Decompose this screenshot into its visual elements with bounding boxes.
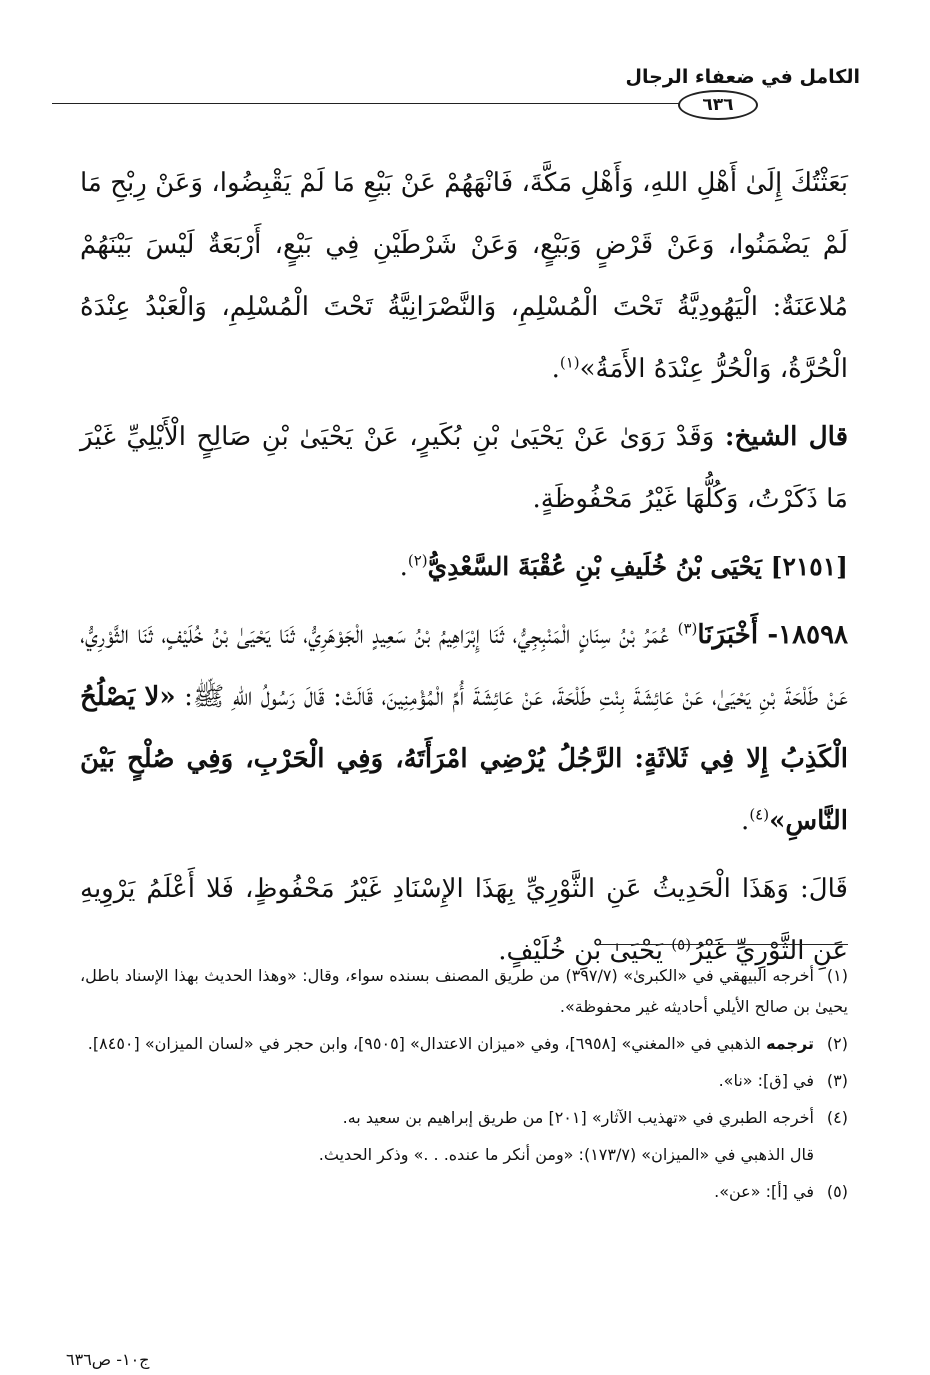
entry-heading-text: [٢١٥١] يَحْيَى بْنُ خُلَيفِ بْنِ عُقْبَةَ السَّعْدِيُّ: [427, 552, 848, 581]
footnote-text: في [ق]: «نا».: [718, 1071, 814, 1090]
footnote-text: قال الذهبي في «الميزان» (١٧٣/٧): «ومن أنكر ما عنده. . .» وذكر الحديث.: [318, 1145, 814, 1164]
paragraph-2-text: وَقَدْ رَوَىٰ عَنْ يَحْيَىٰ بْنِ بُكَيرٍ، عَنْ يَحْيَىٰ بْنِ صَالِحٍ الْأَيْلِيِّ غَيْرَ مَا ذَكَرْتُ، وَكُلُّهَا غَيْرُ مَحْفُوظَةٍ.: [80, 422, 848, 514]
footnote-number: (٢): [826, 1034, 848, 1053]
footnote-text: الذهبي في «المغني» [٦٩٥٨]، وفي «ميزان الاعتدال» [٩٥٠٥]، وابن حجر في «لسان الميزان» [٨٤٥٠].: [87, 1034, 767, 1053]
footnote-text: في [أ]: «عن».: [714, 1182, 814, 1201]
page-number-badge: ٦٣٦: [678, 90, 758, 120]
footnote-lead: ترجمه: [766, 1034, 814, 1053]
paragraph-4-text-b: يَحْيَىٰ بْنِ خُلَيْفٍ.: [498, 936, 672, 966]
paragraph-1-text: بَعَثْتُكَ إِلَىٰ أَهْلِ اللهِ، وَأَهْلِ مَكَّةَ، فَانْهَهُمْ عَنْ بَيْعِ مَا لَمْ يَقْبِضُوا، وَعَنْ رِبْحِ مَا لَمْ يَضْمَنُوا، وَعَنْ قَرْضٍ وَبَيْعٍ، وَعَنْ شَرْطَيْنِ فِي بَيْعٍ، أَرْبَعَةٌ لَيْسَ بَيْنَهُمْ مُلاعَنَةٌ: الْيَهُودِيَّةُ تَحْتَ الْمُسْلِمِ، وَالنَّصْرَانِيَّةُ تَحْتَ الْمُسْلِمِ، وَالْعَبْدُ عِنْدَهُ الْحُرَّةُ، وَالْحُرُّ عِنْدَهُ الأَمَةُ»: [80, 168, 848, 384]
footnote-ref-4[interactable]: (٤): [749, 805, 770, 824]
entry-heading: [80, 536, 848, 598]
footnote-ref-3[interactable]: (٣): [677, 619, 698, 638]
footnote-4: [80, 1102, 848, 1133]
hadith-paragraph: [80, 604, 848, 852]
footnote-ref-5[interactable]: (٥): [671, 935, 692, 954]
footnote-number: (٥): [826, 1182, 848, 1201]
footnote-ref-2[interactable]: (٢): [407, 551, 428, 570]
book-title: الكامل في ضعفاء الرجال: [625, 66, 860, 88]
footnote-number: (٣): [826, 1071, 848, 1090]
paragraph-1-end: .: [551, 354, 560, 384]
main-text: [80, 152, 848, 982]
volume-page-reference: ج١٠- ص٦٣٦: [66, 1350, 150, 1369]
header-rule: [52, 103, 752, 104]
entry-heading-end: .: [399, 552, 408, 582]
paragraph-1: [80, 152, 848, 400]
paragraph-4-text-a: قَالَ: وَهَذَا الْحَدِيثُ عَنِ الثَّوْرِيِّ بِهَذَا الإِسْنَادِ غَيْرُ مَحْفُوظٍ، فَلا أَعْلَمُ يَرْوِيهِ عَنِ الثَّوْرِيِّ غَيْرُ: [80, 874, 848, 966]
footnote-number: (٤): [826, 1108, 848, 1127]
hadith-quote: «لا يَصْلُحُ الْكَذِبُ إِلا فِي ثَلاثَةٍ: الرَّجُلُ يُرْضِي امْرَأَتَهُ، وَفِي الْحَرْبِ، وَفِي صُلْحٍ بَيْنَ النَّاسِ»: [80, 682, 848, 836]
hadith-chain-text: عُمَرُ بْنُ سِنَانٍ الْمَنْبِجِيُّ، ثَنَا إِبْرَاهِيمُ بْنُ سَعِيدٍ الْجَوْهَرِيُّ، ثَنَا يَحْيَىٰ بْنُ خُلَيْفٍ، ثَنَا الثَّوْرِيُّ، عَنْ طَلْحَةَ بْنِ يَحْيَىٰ، عَنْ عَائِشَةَ بِنْتِ طَلْحَةَ، عَنْ عَائِشَةَ أُمِّ الْمُؤْمِنِينَ، قَالَتْ: قَالَ رَسُولُ اللهِ ﷺ:: [80, 620, 848, 712]
footnotes: [80, 960, 848, 1213]
sheikh-said-label: قال الشيخ:: [724, 422, 849, 452]
footnote-text: أخرجه الطبري في «تهذيب الآثار» [٢٠١] من طريق إبراهيم بن سعيد به.: [342, 1108, 814, 1127]
footnote-number: (١): [826, 966, 848, 985]
paragraph-2: [80, 406, 848, 530]
footnote-3: [80, 1065, 848, 1096]
footnote-1: [80, 960, 848, 1022]
akhbarana-label: أَخْبَرَنَا: [697, 620, 759, 650]
footnote-text: أخرجه البيهقي في «الكبرىٰ» (٣٩٧/٧) من طريق المصنف بسنده سواء، وقال: «وهذا الحديث بهذا الإسناد باطل، يحيىٰ بن صالح الأيلي أحاديثه غير محفوظة».: [80, 966, 848, 1016]
hadith-number: ١٨٥٩٨-: [758, 620, 848, 650]
footnote-ref-1[interactable]: (١): [559, 353, 580, 372]
footnote-5: [80, 1176, 848, 1207]
footnote-4-continued: [80, 1139, 814, 1170]
hadith-end: .: [741, 806, 750, 836]
footnotes-rule: [598, 944, 848, 945]
footnote-2: [80, 1028, 848, 1059]
